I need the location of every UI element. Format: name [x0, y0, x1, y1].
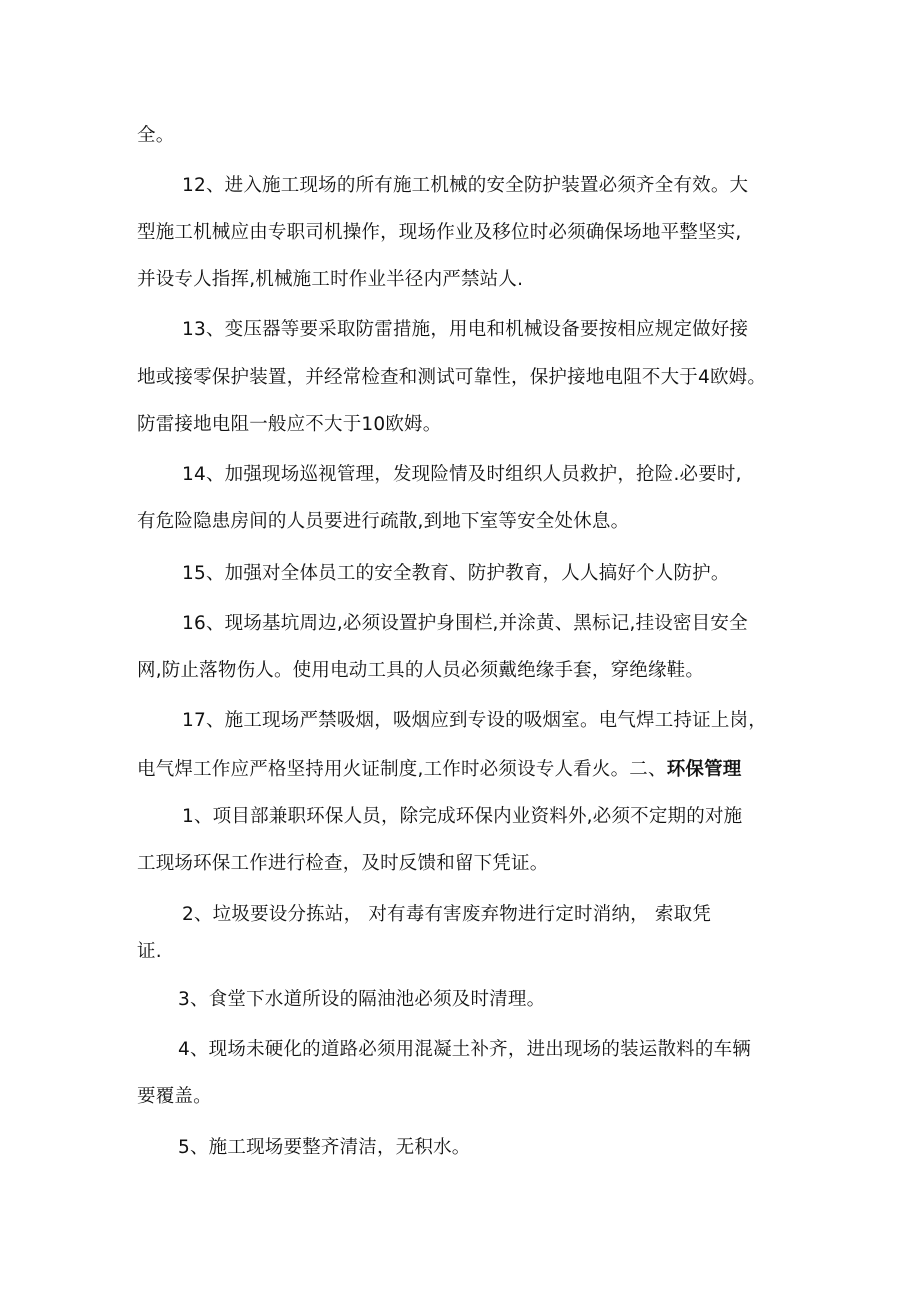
text-line: 2、垃圾要设分拣站， 对有毒有害废弃物进行定时消纳， 索取凭 — [182, 904, 712, 925]
text-line: 证. — [137, 941, 162, 962]
text-line: 5、施工现场要整齐清洁，无积水。 — [178, 1137, 471, 1158]
text-line: 15、加强对全体员工的安全教育、防护教育，人人搞好个人防护。 — [182, 563, 730, 584]
text-line: 全。 — [137, 125, 175, 146]
text-line: 有危险隐患房间的人员要进行疏散,到地下室等安全处休息。 — [137, 511, 630, 532]
text-line: 地或接零保护装置，并经常检查和测试可靠性，保护接地电阻不大于4欧姆。 — [137, 367, 767, 388]
text-line: 工现场环保工作进行检查，及时反馈和留下凭证。 — [137, 853, 549, 874]
text-line-segment: 电气焊工作应严格坚持用火证制度,工作时必须设专人看火。二、 — [137, 759, 667, 780]
text-line: 3、食堂下水道所设的隔油池必须及时清理。 — [178, 989, 546, 1010]
text-line: 并设专人指挥,机械施工时作业半径内严禁站人. — [137, 269, 524, 290]
text-line: 4、现场未硬化的道路必须用混凝土补齐，进出现场的装运散料的车辆 — [178, 1039, 751, 1060]
text-line: 1、项目部兼职环保人员，除完成环保内业资料外,必须不定期的对施 — [182, 806, 743, 827]
text-line: 要覆盖。 — [137, 1086, 212, 1107]
text-line: 17、施工现场严禁吸烟，吸烟应到专设的吸烟室。电气焊工持证上岗， — [182, 710, 767, 731]
text-line: 13、变压器等要采取防雷措施，用电和机械设备要按相应规定做好接 — [182, 319, 749, 340]
text-line: 型施工机械应由专职司机操作，现场作业及移位时必须确保场地平整坚实, — [137, 222, 742, 243]
text-line — [137, 756, 742, 784]
text-line: 16、现场基坑周边,必须设置护身围栏,并涂黄、黑标记,挂设密目安全 — [182, 613, 748, 634]
text-line: 网,防止落物伤人。使用电动工具的人员必须戴绝缘手套，穿绝缘鞋。 — [137, 660, 705, 681]
text-line: 12、进入施工现场的所有施工机械的安全防护装置必须齐全有效。大 — [182, 175, 749, 196]
text-line: 防雷接地电阻一般应不大于10欧姆。 — [137, 414, 442, 435]
section-heading: 环保管理 — [666, 759, 742, 780]
text-line: 14、加强现场巡视管理，发现险情及时组织人员救护，抢险.必要时, — [182, 464, 742, 485]
